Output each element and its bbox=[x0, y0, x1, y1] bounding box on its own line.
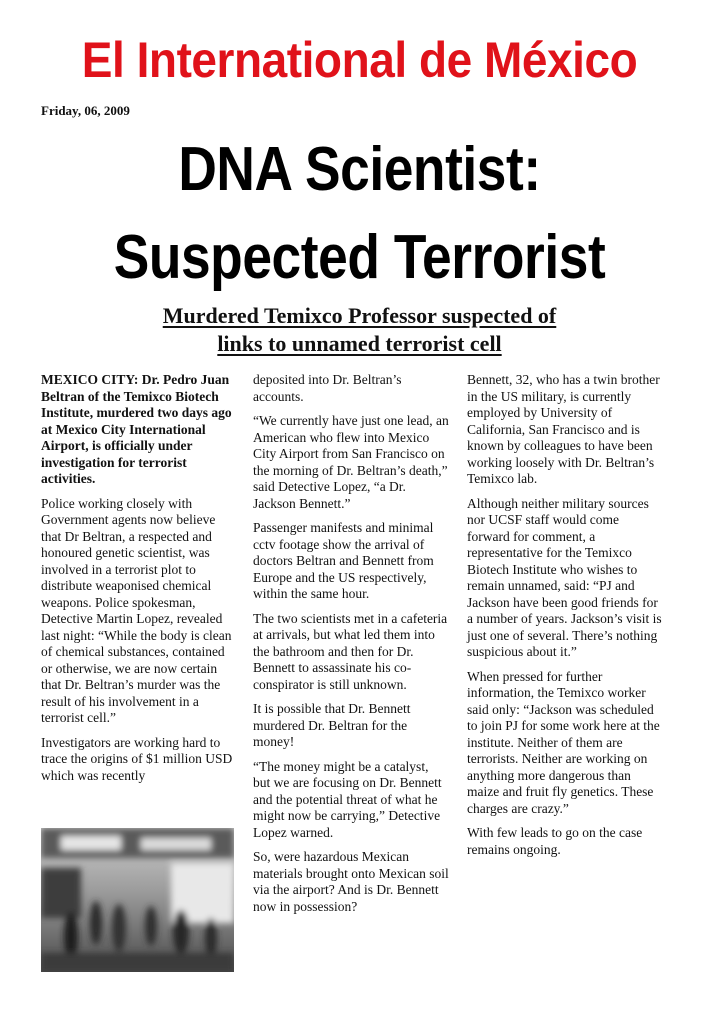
subheadline-line-2 bbox=[0, 331, 719, 357]
article-paragraph: deposited into Dr. Beltran’s accounts. bbox=[253, 372, 402, 404]
blurred-airport-photo bbox=[41, 828, 234, 972]
article-column-3 bbox=[467, 372, 665, 866]
article-paragraph: Investigators are working hard to trace the origins of $1 million USD which was recently bbox=[41, 734, 233, 783]
article-column-2 bbox=[253, 372, 449, 923]
article-paragraph: When pressed for further information, the Temixco worker said only: “Jackson was scheduled to join PJ for some work here at the institute. Neither of them are terrorists. Neither are working on anything more dangerous than maize and fruit fly genetics. These charges are crazy.” bbox=[467, 668, 660, 816]
dateline: Friday, 06, 2009 bbox=[41, 103, 130, 118]
article-paragraph: The two scientists met in a cafeteria at arrivals, but what led them into the bathroom and then for Dr. Bennett to assassinate his co-conspirator is still unknown. bbox=[253, 610, 448, 692]
subheadline-line-1-text: Murdered Temixco Professor suspected of bbox=[162, 303, 557, 328]
article-paragraph: Police working closely with Government agents now believe that Dr Beltran, a respected and honoured genetic scientist, was involved in a terrorist plot to distribute weaponised chemical weapons. Police spokesman, Detective Martin Lopez, revealed last night: “While the body is clean of chemical substances, contained or otherwise, we are now certain that Dr. Beltran’s murder was the result of his involvement in a terrorist cell.” bbox=[41, 495, 232, 725]
photo-image bbox=[41, 828, 234, 972]
headline-line-1: DNA Scientist: bbox=[178, 135, 541, 204]
article-paragraph: It is possible that Dr. Bennett murdered Dr. Beltran for the money! bbox=[253, 701, 411, 749]
headline-line-2: Suspected Terrorist bbox=[113, 223, 606, 292]
article-paragraph: With few leads to go on the case remains ongoing. bbox=[467, 825, 643, 857]
masthead: El International de México bbox=[81, 32, 638, 88]
article-paragraph: “The money might be a catalyst, but we are focusing on Dr. Bennett and the potential threat of what he might now be carrying,” Detective Lopez warned. bbox=[253, 758, 442, 840]
subheadline-line-1 bbox=[0, 303, 719, 329]
article-paragraph: So, were hazardous Mexican materials brought onto Mexican soil via the airport? And is Dr. Bennett now in possession? bbox=[253, 849, 449, 914]
article-column-1 bbox=[41, 372, 237, 792]
article-paragraph: Passenger manifests and minimal cctv footage show the arrival of doctors Beltran and Bennett from Europe and the US respectively, within the same hour. bbox=[253, 520, 434, 601]
article-paragraph: Although neither military sources nor UCSF staff would come forward for comment, a representative for the Temixco Biotech Institute who wishes to remain unnamed, said: “PJ and Jackson have been good friends for a number of years. Jackson’s visit is just one of several. There’s nothing suspicious about it.” bbox=[467, 495, 662, 659]
article-paragraph: Bennett, 32, who has a twin brother in the US military, is currently employed by University of California, San Francisco and is known by colleagues to have been working loosely with Dr. Beltran’s Temixco lab. bbox=[467, 372, 660, 486]
subheadline-line-2-text: links to unnamed terrorist cell bbox=[217, 331, 502, 356]
article-lead-paragraph: MEXICO CITY: Dr. Pedro Juan Beltran of the Temixco Biotech Institute, murdered two days ago at Mexico City International Airport, is officially under investigation for terrorist activities. bbox=[41, 372, 232, 486]
article-paragraph: “We currently have just one lead, an American who flew into Mexico City Airport from San Francisco on the morning of Dr. Beltran’s death,” said Detective Lopez, “a Dr. Jackson Bennett.” bbox=[253, 413, 449, 511]
